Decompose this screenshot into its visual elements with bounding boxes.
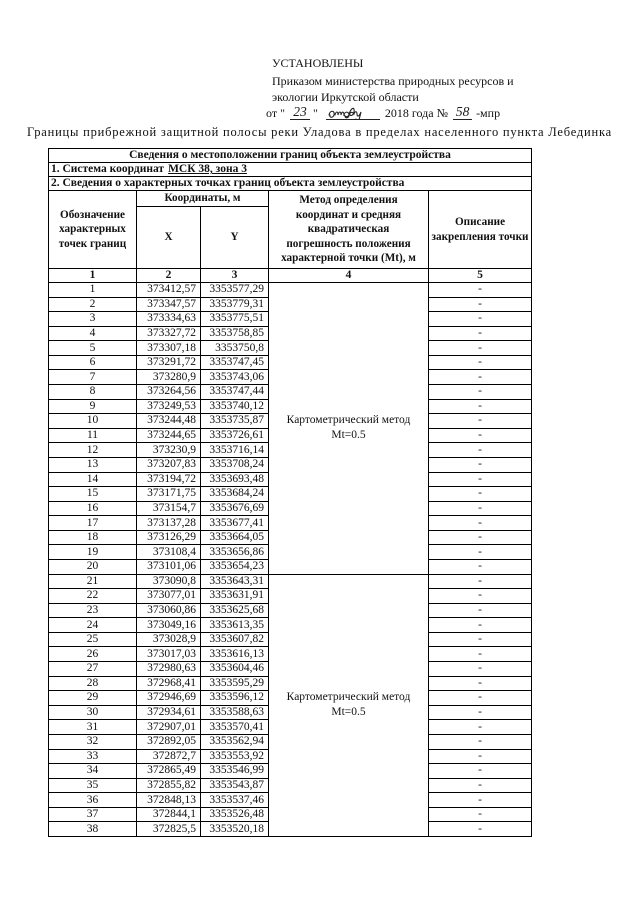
description-cell: - <box>429 341 532 356</box>
description-cell: - <box>429 691 532 706</box>
method-text-line: Mt=0.5 <box>331 706 366 719</box>
y-coordinate-cell: 3353750,8 <box>201 341 269 356</box>
x-coordinate-cell: 373207,83 <box>137 457 201 472</box>
x-coordinate-cell: 373077,01 <box>137 589 201 604</box>
x-coordinate-cell: 373334,63 <box>137 312 201 327</box>
point-id-cell: 5 <box>49 341 137 356</box>
order-suffix: -мпр <box>476 106 501 120</box>
x-coordinate-cell: 373108,4 <box>137 545 201 560</box>
point-id-cell: 31 <box>49 720 137 735</box>
y-coordinate-cell: 3353595,29 <box>201 676 269 691</box>
description-cell: - <box>429 414 532 429</box>
x-coordinate-cell: 373291,72 <box>137 355 201 370</box>
description-cell: - <box>429 443 532 458</box>
y-coordinate-cell: 3353684,24 <box>201 487 269 502</box>
point-id-cell: 14 <box>49 472 137 487</box>
description-cell: - <box>429 720 532 735</box>
y-coordinate-cell: 3353625,68 <box>201 603 269 618</box>
description-cell: - <box>429 807 532 822</box>
header-coordinates: Координаты, м <box>137 191 269 207</box>
order-prefix: от " <box>266 106 285 120</box>
description-cell: - <box>429 734 532 749</box>
description-cell: - <box>429 662 532 677</box>
point-id-cell: 6 <box>49 355 137 370</box>
point-id-cell: 12 <box>49 443 137 458</box>
point-id-cell: 29 <box>49 691 137 706</box>
x-coordinate-cell: 373347,57 <box>137 297 201 312</box>
y-coordinate-cell: 3353537,46 <box>201 793 269 808</box>
header-point-id-line: Обозначение <box>60 208 125 221</box>
y-coordinate-cell: 3353677,41 <box>201 516 269 531</box>
x-coordinate-cell: 372968,41 <box>137 676 201 691</box>
description-cell: - <box>429 297 532 312</box>
point-id-cell: 25 <box>49 632 137 647</box>
description-cell: - <box>429 618 532 633</box>
y-coordinate-cell: 3353693,48 <box>201 472 269 487</box>
description-cell: - <box>429 472 532 487</box>
x-coordinate-cell: 373194,72 <box>137 472 201 487</box>
x-coordinate-cell: 372907,01 <box>137 720 201 735</box>
description-cell: - <box>429 778 532 793</box>
point-id-cell: 28 <box>49 676 137 691</box>
point-id-cell: 4 <box>49 326 137 341</box>
description-cell: - <box>429 385 532 400</box>
point-id-cell: 7 <box>49 370 137 385</box>
description-cell: - <box>429 283 532 298</box>
header-method-line: Метод определения <box>299 194 398 207</box>
description-cell: - <box>429 603 532 618</box>
order-year: 2018 года № <box>384 106 449 120</box>
header-description-line: Описание <box>454 216 506 228</box>
y-coordinate-cell: 3353735,87 <box>201 414 269 429</box>
column-numbers-row <box>49 269 532 283</box>
column-number: 3 <box>201 269 269 283</box>
y-coordinate-cell: 3353775,51 <box>201 312 269 327</box>
point-id-cell: 13 <box>49 457 137 472</box>
point-id-cell: 37 <box>49 807 137 822</box>
description-cell: - <box>429 370 532 385</box>
column-number: 4 <box>269 269 429 283</box>
method-text-line: Картометрический метод <box>286 414 411 427</box>
description-cell: - <box>429 676 532 691</box>
point-id-cell: 33 <box>49 749 137 764</box>
y-coordinate-cell: 3353779,31 <box>201 297 269 312</box>
point-id-cell: 15 <box>49 487 137 502</box>
y-coordinate-cell: 3353570,41 <box>201 720 269 735</box>
x-coordinate-cell: 373126,29 <box>137 530 201 545</box>
description-cell: - <box>429 749 532 764</box>
header-point-id-line: точек границ <box>58 237 127 250</box>
y-coordinate-cell: 3353656,86 <box>201 545 269 560</box>
order-quote: " <box>312 106 318 120</box>
point-id-cell: 36 <box>49 793 137 808</box>
x-coordinate-cell: 372872,7 <box>137 749 201 764</box>
point-id-cell: 35 <box>49 778 137 793</box>
point-id-cell: 17 <box>49 516 137 531</box>
point-id-cell: 21 <box>49 574 137 589</box>
x-coordinate-cell: 372855,82 <box>137 778 201 793</box>
x-coordinate-cell: 373060,86 <box>137 603 201 618</box>
y-coordinate-cell: 3353726,61 <box>201 428 269 443</box>
point-id-cell: 19 <box>49 545 137 560</box>
coord-system-row <box>49 163 532 177</box>
handwritten-day: 23 <box>290 105 310 120</box>
description-cell: - <box>429 559 532 574</box>
y-coordinate-cell: 3353613,35 <box>201 618 269 633</box>
x-coordinate-cell: 372934,61 <box>137 705 201 720</box>
point-id-cell: 1 <box>49 283 137 298</box>
point-id-cell: 27 <box>49 662 137 677</box>
description-cell: - <box>429 545 532 560</box>
x-coordinate-cell: 373249,53 <box>137 399 201 414</box>
y-coordinate-cell: 3353664,05 <box>201 530 269 545</box>
handwritten-month-scribble <box>326 104 380 119</box>
y-coordinate-cell: 3353616,13 <box>201 647 269 662</box>
x-coordinate-cell: 372892,05 <box>137 734 201 749</box>
point-id-cell: 2 <box>49 297 137 312</box>
description-cell: - <box>429 355 532 370</box>
table-row <box>49 283 532 298</box>
header-method <box>269 191 429 269</box>
points-heading-row <box>49 177 532 191</box>
method-cell <box>269 574 429 836</box>
x-coordinate-cell: 373090,8 <box>137 574 201 589</box>
point-id-cell: 10 <box>49 414 137 429</box>
description-cell: - <box>429 326 532 341</box>
description-cell: - <box>429 793 532 808</box>
x-coordinate-cell: 373154,7 <box>137 501 201 516</box>
y-coordinate-cell: 3353588,63 <box>201 705 269 720</box>
y-coordinate-cell: 3353676,69 <box>201 501 269 516</box>
coord-system-value: МСК 38, зона 3 <box>168 163 247 175</box>
x-coordinate-cell: 372865,49 <box>137 764 201 779</box>
y-coordinate-cell: 3353643,31 <box>201 574 269 589</box>
handwritten-order-number: 58 <box>453 105 472 120</box>
x-coordinate-cell: 373307,18 <box>137 341 201 356</box>
y-coordinate-cell: 3353546,99 <box>201 764 269 779</box>
x-coordinate-cell: 373412,57 <box>137 283 201 298</box>
x-coordinate-cell: 373171,75 <box>137 487 201 502</box>
y-coordinate-cell: 3353553,92 <box>201 749 269 764</box>
x-coordinate-cell: 373028,9 <box>137 632 201 647</box>
x-coordinate-cell: 373230,9 <box>137 443 201 458</box>
header-description <box>429 191 532 269</box>
y-coordinate-cell: 3353526,48 <box>201 807 269 822</box>
method-cell <box>269 283 429 575</box>
x-coordinate-cell: 373017,03 <box>137 647 201 662</box>
point-id-cell: 24 <box>49 618 137 633</box>
document-title: Границы прибрежной защитной полосы реки Уладова в пределах населенного пункта Лебединка <box>27 125 612 139</box>
column-number: 2 <box>137 269 201 283</box>
point-id-cell: 22 <box>49 589 137 604</box>
header-method-line: характерной точки (Mt), м <box>281 252 416 265</box>
point-id-cell: 11 <box>49 428 137 443</box>
description-cell: - <box>429 574 532 589</box>
approval-heading: УСТАНОВЛЕНЫ <box>272 56 364 70</box>
header-point-id-line: характерных <box>59 223 126 236</box>
column-number: 1 <box>49 269 137 283</box>
point-id-cell: 16 <box>49 501 137 516</box>
point-id-cell: 34 <box>49 764 137 779</box>
description-cell: - <box>429 516 532 531</box>
point-id-cell: 23 <box>49 603 137 618</box>
description-cell: - <box>429 530 532 545</box>
x-coordinate-cell: 372825,5 <box>137 822 201 837</box>
y-coordinate-cell: 3353716,14 <box>201 443 269 458</box>
description-cell: - <box>429 399 532 414</box>
section-heading: Сведения о местоположении границ объекта землеустройства <box>49 149 532 163</box>
boundary-points-table <box>48 148 532 837</box>
x-coordinate-cell: 373264,56 <box>137 385 201 400</box>
header-x: X <box>137 207 201 269</box>
y-coordinate-cell: 3353596,12 <box>201 691 269 706</box>
x-coordinate-cell: 373327,72 <box>137 326 201 341</box>
y-coordinate-cell: 3353631,91 <box>201 589 269 604</box>
y-coordinate-cell: 3353543,87 <box>201 778 269 793</box>
y-coordinate-cell: 3353562,94 <box>201 734 269 749</box>
description-cell: - <box>429 632 532 647</box>
point-id-cell: 38 <box>49 822 137 837</box>
approval-order-line2: экологии Иркутской области <box>272 90 419 104</box>
x-coordinate-cell: 372844,1 <box>137 807 201 822</box>
description-cell: - <box>429 589 532 604</box>
y-coordinate-cell: 3353654,23 <box>201 559 269 574</box>
y-coordinate-cell: 3353607,82 <box>201 632 269 647</box>
header-method-line: погрешность положения <box>286 237 411 250</box>
point-id-cell: 3 <box>49 312 137 327</box>
x-coordinate-cell: 372848,13 <box>137 793 201 808</box>
x-coordinate-cell: 373049,16 <box>137 618 201 633</box>
description-cell: - <box>429 312 532 327</box>
y-coordinate-cell: 3353743,06 <box>201 370 269 385</box>
point-id-cell: 32 <box>49 734 137 749</box>
x-coordinate-cell: 372980,63 <box>137 662 201 677</box>
coord-system-label: 1. Система координат <box>51 163 165 175</box>
y-coordinate-cell: 3353758,85 <box>201 326 269 341</box>
point-id-cell: 9 <box>49 399 137 414</box>
y-coordinate-cell: 3353740,12 <box>201 399 269 414</box>
handwritten-month <box>326 104 380 120</box>
x-coordinate-cell: 373244,65 <box>137 428 201 443</box>
description-cell: - <box>429 501 532 516</box>
point-id-cell: 18 <box>49 530 137 545</box>
column-number: 5 <box>429 269 532 283</box>
points-heading: 2. Сведения о характерных точках границ объекта землеустройства <box>49 177 532 191</box>
point-id-cell: 30 <box>49 705 137 720</box>
description-cell: - <box>429 822 532 837</box>
x-coordinate-cell: 373137,28 <box>137 516 201 531</box>
x-coordinate-cell: 373280,9 <box>137 370 201 385</box>
y-coordinate-cell: 3353708,24 <box>201 457 269 472</box>
y-coordinate-cell: 3353747,45 <box>201 355 269 370</box>
y-coordinate-cell: 3353604,46 <box>201 662 269 677</box>
y-coordinate-cell: 3353577,29 <box>201 283 269 298</box>
method-text-line: Mt=0.5 <box>331 429 366 442</box>
section-heading-row <box>49 149 532 163</box>
order-date-line <box>262 104 500 120</box>
y-coordinate-cell: 3353520,18 <box>201 822 269 837</box>
header-description-line: закрепления точки <box>431 230 529 243</box>
point-id-cell: 26 <box>49 647 137 662</box>
x-coordinate-cell: 373244,48 <box>137 414 201 429</box>
y-coordinate-cell: 3353747,44 <box>201 385 269 400</box>
header-row-1 <box>49 191 532 207</box>
header-method-line: координат и средняя <box>295 208 402 221</box>
coord-system-cell <box>49 163 532 177</box>
description-cell: - <box>429 764 532 779</box>
approval-order-line1: Приказом министерства природных ресурсов и <box>272 74 514 88</box>
header-point-id <box>49 191 137 269</box>
table-row <box>49 574 532 589</box>
description-cell: - <box>429 487 532 502</box>
description-cell: - <box>429 457 532 472</box>
x-coordinate-cell: 372946,69 <box>137 691 201 706</box>
header-y: Y <box>201 207 269 269</box>
description-cell: - <box>429 428 532 443</box>
x-coordinate-cell: 373101,06 <box>137 559 201 574</box>
description-cell: - <box>429 647 532 662</box>
header-method-line: квадратическая <box>307 223 390 236</box>
point-id-cell: 8 <box>49 385 137 400</box>
point-id-cell: 20 <box>49 559 137 574</box>
method-text-line: Картометрический метод <box>286 691 411 704</box>
description-cell: - <box>429 705 532 720</box>
